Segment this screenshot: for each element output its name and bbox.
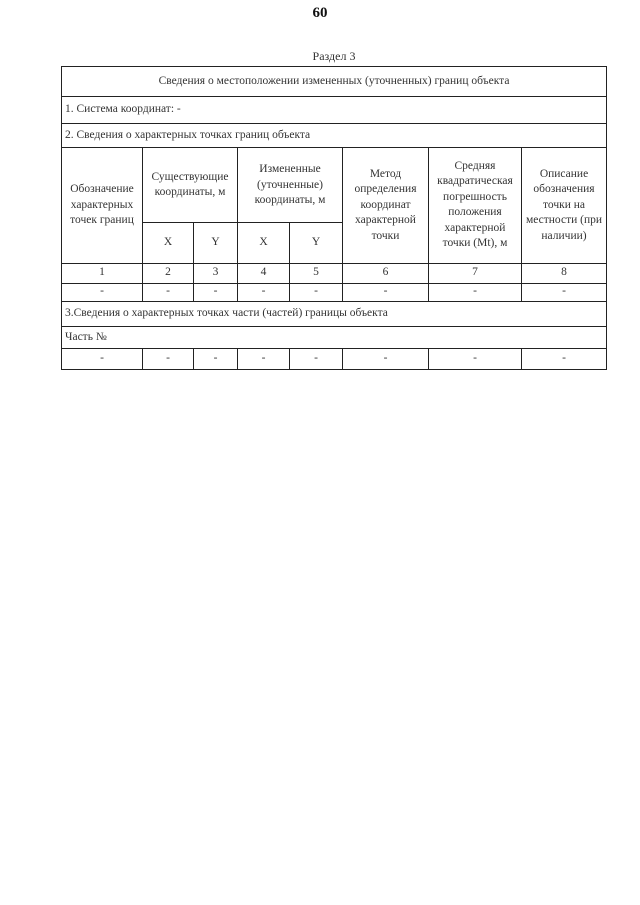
table-row (62, 348, 607, 369)
table-cell: - (62, 348, 143, 369)
header-designation: Обозначение характерных точек границ (62, 148, 143, 263)
column-number: 3 (194, 263, 238, 283)
header-existing-x: X (143, 223, 194, 263)
header-changed-x: X (238, 223, 290, 263)
header-existing: Существующие координаты, м (143, 148, 238, 223)
table-cell: - (290, 283, 343, 301)
column-number: 1 (62, 263, 143, 283)
coord-system-row: 1. Система координат: - (62, 97, 607, 124)
header-description: Описание обозначения точки на местности (при наличии) (522, 148, 607, 263)
table-cell: - (290, 348, 343, 369)
table-cell: - (343, 348, 429, 369)
table-cell: - (194, 283, 238, 301)
section-label: Раздел 3 (312, 49, 356, 63)
table-title: Сведения о местоположении измененных (уточненных) границ объекта (62, 67, 607, 97)
header-changed-y: Y (290, 223, 343, 263)
points-heading-row: 2. Сведения о характерных точках границ объекта (62, 124, 607, 148)
column-numbers-row (62, 263, 607, 283)
table-cell: - (62, 283, 143, 301)
page-number: 60 (312, 5, 328, 21)
table-cell: - (238, 348, 290, 369)
column-number: 2 (143, 263, 194, 283)
column-number: 8 (522, 263, 607, 283)
table-cell: - (522, 348, 607, 369)
table-cell: - (143, 283, 194, 301)
table-cell: - (429, 283, 522, 301)
table-cell: - (343, 283, 429, 301)
column-number: 7 (429, 263, 522, 283)
table-cell: - (522, 283, 607, 301)
table-cell: - (143, 348, 194, 369)
header-changed: Измененные (уточненные) координаты, м (238, 148, 343, 223)
table-cell: - (194, 348, 238, 369)
header-existing-y: Y (194, 223, 238, 263)
column-number: 4 (238, 263, 290, 283)
boundary-table (61, 66, 607, 370)
table-row (62, 283, 607, 301)
header-error: Средняя квадратическая погрешность положения характерной точки (Mt), м (429, 148, 522, 263)
parts-heading-row: 3.Сведения о характерных точках части (частей) границы объекта (62, 301, 607, 326)
table-cell: - (429, 348, 522, 369)
part-label-row: Часть № (62, 326, 607, 348)
column-number: 5 (290, 263, 343, 283)
header-method: Метод определения координат характерной точки (343, 148, 429, 263)
table-cell: - (238, 283, 290, 301)
column-number: 6 (343, 263, 429, 283)
